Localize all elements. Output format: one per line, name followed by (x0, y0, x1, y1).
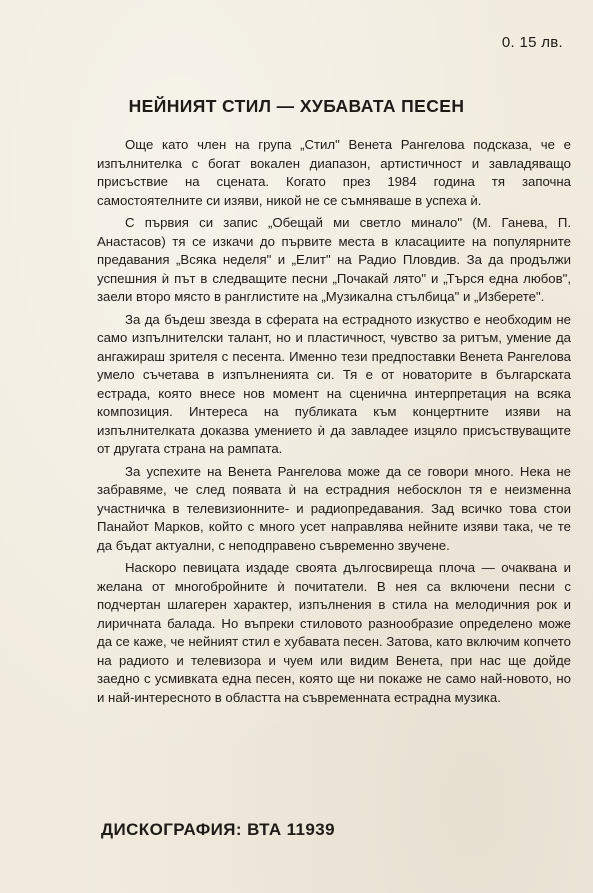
discography-line: ДИСКОГРАФИЯ: ВТА 11939 (101, 820, 335, 839)
paragraph-4: За успехите на Венета Рангелова може да се говори много. Нека не забравяме, че след появата ѝ на естрадния небосклон тя е неизменна участничка в телевизионните- и радиопредавания. Зад всичко това стои Панайот Марков, който с много усет направлява нейните изяви така, че те да бъдат актуални, с неподправено съвременно звучене. (97, 463, 571, 553)
article-title: НЕЙНИЯТ СТИЛ — ХУБАВАТА ПЕСЕН (128, 96, 465, 116)
article-body (97, 136, 571, 711)
price-label: 0. 15 лв. (501, 34, 563, 51)
paragraph-3: За да бъдеш звезда в сферата на естрадното изкуство е необходим не само изпълнителски талант, но и пластичност, чувство за ритъм, умение да ангажираш зрителя с песента. Именно тези предпоставки Венета Рангелова умело съчетава в изпълненията си. Тя е от новаторите в българската естрада, която внесе нов момент на сценична интерпретация на всяка композиция. Интереса на публиката към концертните изяви на изпълнителката доказва умението ѝ да завладее изцяло присъствуващите от другата страна на рампата. (97, 311, 571, 456)
paragraph-1: Още като член на група „Стил" Венета Рангелова подсказа, че е изпълнителка с богат вокален диапазон, артистичност и завладяващо присъствие на сцената. Когато през 1984 година тя започна самостоятелните си изяви, никой не се съмняваше в успеха ѝ. (97, 137, 571, 208)
paragraph-5: Наскоро певицата издаде своята дългосвиреща плоча — очаквана и желана от многобройните ѝ почитатели. В нея са включени песни с подчертан шлагерен характер, изпълнения в стила на мелодичния рок и лиричната балада. Но въпреки стиловото разнообразие определено може да се каже, че нейният стил е хубавата песен. Затова, като включим копчето на радиото и телевизора и чуем или видим Венета, при нас ще дойде заедно с усмивката една песен, която ще ни покаже не само най-новото, но и най-интересното в областта на съвременната естрадна музика. (97, 560, 571, 705)
paragraph-2: С първия си запис „Обещай ми светло минало" (М. Ганева, П. Анастасов) тя се изкачи до първите места в класациите на популярните предавания „Всяка неделя" и „Елит" на Радио Пловдив. За да продължи успешния ѝ път в следващите песни „Почакай лято" и „Търся една любов", заели второ място в ранглистите на „Музикална стълбица" и „Изберете". (97, 215, 571, 304)
